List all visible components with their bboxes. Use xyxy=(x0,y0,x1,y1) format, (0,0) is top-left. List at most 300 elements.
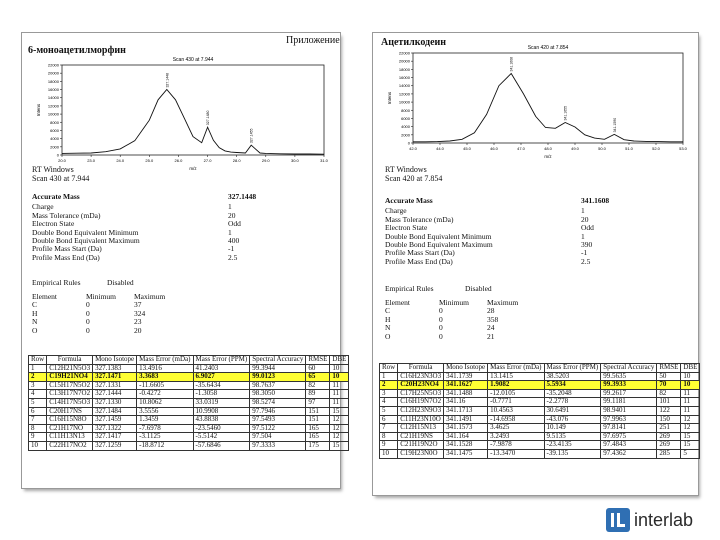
table-cell: 2 xyxy=(380,381,398,390)
rules-cell: N xyxy=(385,323,391,332)
x-tick-label: 24.0 xyxy=(116,158,125,163)
table-cell: -2.2778 xyxy=(544,398,601,407)
rules-row xyxy=(385,324,518,333)
table-cell: 5 xyxy=(29,398,47,407)
table-cell: 341.1713 xyxy=(444,406,488,415)
param-value: 20 xyxy=(228,210,236,220)
rules-cell: 21 xyxy=(487,331,495,341)
table-row xyxy=(380,406,700,415)
param-row xyxy=(385,258,609,266)
rules-cell: 23 xyxy=(134,317,142,326)
x-tick-label: 53.0 xyxy=(679,146,687,151)
param-value: 2.5 xyxy=(581,256,591,266)
y-axis-label: Intens xyxy=(387,91,392,105)
table-cell: 151 xyxy=(306,407,330,416)
table-cell: 3.2493 xyxy=(488,432,544,441)
table-cell: 1.9082 xyxy=(488,381,544,390)
table-cell: 97.8141 xyxy=(601,424,657,433)
table-cell: -0.4272 xyxy=(137,390,193,399)
table-cell: -11.6605 xyxy=(137,381,193,390)
table-cell: 11 xyxy=(330,381,349,390)
table-cell: -35.2048 xyxy=(544,389,601,398)
table-cell: 97.9963 xyxy=(601,415,657,424)
scan-label: Scan 420 at 7.854 xyxy=(385,174,443,183)
x-tick-label: 28.0 xyxy=(232,158,241,163)
table-cell: 11 xyxy=(681,389,700,398)
x-tick-label: 42.0 xyxy=(409,146,417,151)
table-cell: 97.6975 xyxy=(601,432,657,441)
param-row xyxy=(385,197,609,205)
table-cell: -18.8712 xyxy=(137,441,193,450)
table-header-cell: Mono Isotope xyxy=(93,356,137,365)
table-cell: 12 xyxy=(330,424,349,433)
table-cell: 327.1471 xyxy=(93,373,137,382)
table-cell: 98.7637 xyxy=(250,381,306,390)
table-cell: 341.1739 xyxy=(444,372,488,381)
interlab-logo xyxy=(606,505,716,537)
x-tick-label: 29.0 xyxy=(261,158,270,163)
x-tick-label: 26.0 xyxy=(174,158,183,163)
param-value: 20 xyxy=(581,214,589,224)
table-cell: C20H23NO4 xyxy=(398,381,444,390)
table-cell: 341.1528 xyxy=(444,441,488,450)
empirical-rules-state: Disabled xyxy=(465,284,492,293)
param-label: Accurate Mass xyxy=(385,196,433,205)
x-tick-label: 49.0 xyxy=(571,146,579,151)
rules-row xyxy=(385,307,518,316)
table-cell: 9 xyxy=(380,441,398,450)
table-cell: 3.4625 xyxy=(488,424,544,433)
table-cell: 6 xyxy=(29,407,47,416)
table-cell: 1.3459 xyxy=(137,416,193,425)
table-cell: 6 xyxy=(380,415,398,424)
table-cell: 327.1322 xyxy=(93,424,137,433)
param-label: Profile Mass End (Da) xyxy=(385,256,453,266)
table-cell: -39.135 xyxy=(544,449,601,458)
rt-windows-block xyxy=(385,165,442,183)
table-cell: 9 xyxy=(29,433,47,442)
spectrum-chart-svg xyxy=(379,43,691,161)
rules-cell: 0 xyxy=(86,317,90,326)
table-cell: C21H19N2O xyxy=(398,441,444,450)
y-tick-label: 8000 xyxy=(401,107,410,113)
table-cell: C17H25N5O3 xyxy=(398,389,444,398)
table-cell: C21H17NO xyxy=(47,424,93,433)
rules-header xyxy=(32,293,165,302)
param-value: 1 xyxy=(228,202,232,212)
report-sheet-right xyxy=(373,33,698,495)
report-sheet-left xyxy=(22,33,347,488)
param-value: Odd xyxy=(228,219,241,229)
table-cell: 99.0123 xyxy=(250,373,306,382)
table-cell: 97.4362 xyxy=(601,449,657,458)
table-cell: 327.1417 xyxy=(93,433,137,442)
table-cell: C14H17N5O3 xyxy=(47,398,93,407)
table-cell: 99.3944 xyxy=(250,364,306,373)
table-row xyxy=(380,449,700,458)
peak-label: 327.1480 xyxy=(206,110,211,126)
rules-cell: 37 xyxy=(134,300,142,309)
table-cell: 10 xyxy=(29,441,47,450)
y-tick-label: 6000 xyxy=(50,127,59,133)
table-header-cell: Row xyxy=(29,356,47,365)
table-header-row xyxy=(380,364,700,373)
y-tick-label: 22000 xyxy=(47,62,59,68)
rules-row xyxy=(32,301,165,310)
table-cell: 341.164 xyxy=(444,432,488,441)
x-tick-label: 27.0 xyxy=(203,158,212,163)
compound-title: 6-моноацетилморфин xyxy=(28,45,126,56)
compound-title: Ацетилкодеин xyxy=(381,37,447,48)
table-cell: 97 xyxy=(306,398,330,407)
x-tick-label: 30.0 xyxy=(290,158,299,163)
y-tick-label: 22000 xyxy=(398,50,410,56)
table-cell: 97.3333 xyxy=(250,441,306,450)
table-cell: 4 xyxy=(29,390,47,399)
param-value: 2.5 xyxy=(228,252,238,262)
y-tick-label: 10000 xyxy=(47,111,59,117)
table-cell: 3.3683 xyxy=(137,373,193,382)
table-header-cell: DBE xyxy=(681,364,700,373)
rules-row xyxy=(385,333,518,342)
param-value: 327.1448 xyxy=(228,192,257,201)
x-tick-label: 23.0 xyxy=(87,158,96,163)
plot-frame xyxy=(413,53,683,143)
x-tick-label: 51.0 xyxy=(625,146,633,151)
y-tick-label: 14000 xyxy=(47,95,59,101)
y-tick-label: 16000 xyxy=(47,87,59,93)
table-cell: -23.5460 xyxy=(193,424,250,433)
rules-cell: 0 xyxy=(86,308,90,318)
y-tick-label: 4000 xyxy=(401,124,410,130)
rules-header-cell: Minimum xyxy=(86,291,117,301)
spectrum-line xyxy=(62,90,324,155)
param-label: Double Bond Equivalent Maximum xyxy=(32,236,140,246)
table-cell: C12H23N9O3 xyxy=(398,406,444,415)
x-tick-label: 46.0 xyxy=(490,146,498,151)
table-cell: 327.1331 xyxy=(93,381,137,390)
param-value: -1 xyxy=(228,244,235,254)
rules-cell: 0 xyxy=(86,300,90,309)
table-row xyxy=(29,398,349,407)
table-cell: 165 xyxy=(306,424,330,433)
table-cell: 10 xyxy=(330,373,349,382)
empirical-rules-state: Disabled xyxy=(107,278,134,287)
table-cell: -43.076 xyxy=(544,415,601,424)
table-cell: 89 xyxy=(306,390,330,399)
table-cell: C16H19N7O2 xyxy=(398,398,444,407)
table-cell: 341.1475 xyxy=(444,449,488,458)
scan-label: Scan 430 at 7.944 xyxy=(32,174,90,183)
table-row xyxy=(29,416,349,425)
param-label: Electron State xyxy=(385,223,428,233)
table-header-cell: RMSE xyxy=(306,356,330,365)
rules-cell: 20 xyxy=(134,325,142,335)
table-cell: C12H21N5O3 xyxy=(47,364,93,373)
table-cell: C12H15N13 xyxy=(398,424,444,433)
table-cell: -35.6434 xyxy=(193,381,250,390)
empirical-rules-label: Empirical Rules xyxy=(385,284,434,293)
param-label: Mass Tolerance (mDa) xyxy=(385,214,454,224)
rt-windows-block xyxy=(32,165,89,183)
param-value: 400 xyxy=(228,236,240,246)
table-cell: C19H23N0O xyxy=(398,449,444,458)
results-table-wrap xyxy=(28,355,349,451)
rt-windows-title: RT Windows xyxy=(32,165,74,174)
param-label: Mass Tolerance (mDa) xyxy=(32,210,101,220)
rules-cell: O xyxy=(32,325,38,335)
table-cell: 101 xyxy=(657,398,681,407)
y-tick-label: 0 xyxy=(407,140,410,146)
table-cell: 15 xyxy=(681,441,700,450)
table-cell: 165 xyxy=(306,433,330,442)
x-tick-label: 45.0 xyxy=(463,146,471,151)
rules-cell: 24 xyxy=(487,323,495,332)
table-cell: C22H17NO2 xyxy=(47,441,93,450)
y-tick-label: 6000 xyxy=(401,115,410,121)
x-tick-label: 48.0 xyxy=(544,146,552,151)
x-tick-label: 52.0 xyxy=(652,146,660,151)
rules-cell: 0 xyxy=(439,314,443,324)
param-label: Double Bond Equivalent Minimum xyxy=(385,231,492,241)
y-tick-label: 12000 xyxy=(47,103,59,109)
table-cell: 122 xyxy=(657,406,681,415)
chart-title: Scan 430 at 7.944 xyxy=(172,57,214,63)
y-tick-label: 2000 xyxy=(401,132,410,138)
table-cell: 5.5934 xyxy=(544,381,601,390)
x-tick-label: 31.0 xyxy=(320,158,328,163)
table-cell: 15 xyxy=(330,407,349,416)
param-label: Profile Mass Start (Da) xyxy=(32,244,102,254)
param-label: Charge xyxy=(32,202,54,212)
table-header-cell: Mass Error (PPM) xyxy=(544,364,601,373)
table-cell: 3 xyxy=(380,389,398,398)
table-cell: 10.8062 xyxy=(137,398,193,407)
x-tick-label: 50.0 xyxy=(598,146,606,151)
empirical-rules-label: Empirical Rules xyxy=(32,278,81,287)
rules-row xyxy=(385,316,518,325)
table-cell: 341.16 xyxy=(444,398,488,407)
rules-cell: H xyxy=(385,314,391,324)
table-row xyxy=(29,373,349,382)
peak-label: 341.1608 xyxy=(509,56,514,72)
table-cell: 99.1181 xyxy=(601,398,657,407)
peak-label: 341.1655 xyxy=(563,105,568,121)
table-cell: 327.1330 xyxy=(93,398,137,407)
rt-windows-title: RT Windows xyxy=(385,165,427,174)
peak-label: 327.1455 xyxy=(249,128,254,144)
table-header-cell: Mono Isotope xyxy=(444,364,488,373)
table-cell: 327.1444 xyxy=(93,390,137,399)
chart-title: Scan 420 at 7.854 xyxy=(527,45,569,51)
table-row xyxy=(380,424,700,433)
table-cell: 7 xyxy=(380,424,398,433)
table-cell: 15 xyxy=(330,441,349,450)
x-tick-label: 44.0 xyxy=(436,146,444,151)
table-cell: 41.2403 xyxy=(193,364,250,373)
search-parameters xyxy=(32,193,256,262)
x-tick-label: 20.0 xyxy=(58,158,66,163)
y-tick-label: 10000 xyxy=(398,99,410,105)
table-cell: 10 xyxy=(681,381,700,390)
table-header-cell: Mass Error (mDa) xyxy=(137,356,193,365)
rules-cell: O xyxy=(385,331,391,341)
peak-label: 341.1590 xyxy=(612,117,617,133)
table-cell: 3 xyxy=(29,381,47,390)
rules-cell: 324 xyxy=(134,308,146,318)
table-cell: 269 xyxy=(657,432,681,441)
table-cell: 70 xyxy=(657,381,681,390)
table-cell: 7 xyxy=(29,416,47,425)
table-cell: 12 xyxy=(681,424,700,433)
table-cell: 10.9908 xyxy=(193,407,250,416)
rules-cell: C xyxy=(32,300,38,309)
table-cell: 327.1459 xyxy=(93,416,137,425)
table-row xyxy=(29,441,349,450)
table-cell: 5 xyxy=(380,406,398,415)
spectrum-line xyxy=(413,74,683,142)
results-table-wrap xyxy=(379,363,700,459)
table-cell: 13.4916 xyxy=(137,364,193,373)
table-cell: -7.6978 xyxy=(137,424,193,433)
spectrum-chart xyxy=(28,55,334,173)
table-cell: 99.3933 xyxy=(601,381,657,390)
table-cell: 2 xyxy=(29,373,47,382)
rules-header-cell: Minimum xyxy=(439,297,470,307)
table-cell: 341.1488 xyxy=(444,389,488,398)
table-cell: 341.1627 xyxy=(444,381,488,390)
table-cell: C11H13N13 xyxy=(47,433,93,442)
y-tick-label: 16000 xyxy=(398,75,410,81)
table-cell: 43.8838 xyxy=(193,416,250,425)
spectrum-chart xyxy=(379,43,691,161)
results-table xyxy=(28,355,349,451)
param-row xyxy=(32,254,256,262)
table-cell: 60 xyxy=(306,364,330,373)
table-cell: 8 xyxy=(380,432,398,441)
rules-cell: 358 xyxy=(487,314,499,324)
table-header-row xyxy=(29,356,349,365)
table-cell: 33.0319 xyxy=(193,398,250,407)
param-value: 1 xyxy=(581,206,585,216)
table-cell: C13H17N7O2 xyxy=(47,390,93,399)
param-value: 390 xyxy=(581,240,593,250)
table-header-cell: Mass Error (mDa) xyxy=(488,364,544,373)
x-tick-label: 25.0 xyxy=(145,158,154,163)
rules-cell: 0 xyxy=(439,323,443,332)
y-tick-label: 4000 xyxy=(50,136,59,142)
table-cell: -5.5142 xyxy=(193,433,250,442)
y-tick-label: 20000 xyxy=(47,70,59,76)
empirical-rules xyxy=(32,279,165,335)
table-cell: 10 xyxy=(330,364,349,373)
y-tick-label: 2000 xyxy=(50,144,59,150)
y-tick-label: 0 xyxy=(56,152,59,158)
x-axis-label: m/z xyxy=(189,166,197,171)
table-cell: 9.5135 xyxy=(544,432,601,441)
rules-cell: C xyxy=(385,306,391,315)
table-cell: 4 xyxy=(380,398,398,407)
table-cell: 269 xyxy=(657,441,681,450)
param-label: Double Bond Equivalent Minimum xyxy=(32,227,139,237)
param-value: 341.1608 xyxy=(581,196,610,205)
peak-label: 327.1448 xyxy=(165,72,170,88)
spectrum-chart-svg xyxy=(28,55,334,173)
table-cell: 327.1383 xyxy=(93,364,137,373)
table-header-cell: Row xyxy=(380,364,398,373)
table-cell: 341.1573 xyxy=(444,424,488,433)
table-cell: C20H17NS xyxy=(47,407,93,416)
table-cell: 97.5122 xyxy=(250,424,306,433)
table-cell: -13.3470 xyxy=(488,449,544,458)
table-cell: -14.6958 xyxy=(488,415,544,424)
table-cell: 285 xyxy=(657,449,681,458)
table-cell: C16H23N3O3 xyxy=(398,372,444,381)
rules-cell: 0 xyxy=(439,306,443,315)
table-cell: -7.9878 xyxy=(488,441,544,450)
results-table xyxy=(379,363,700,459)
table-cell: -3.1125 xyxy=(137,433,193,442)
table-row xyxy=(380,381,700,390)
rules-row xyxy=(32,327,165,336)
x-axis-label: m/z xyxy=(544,154,552,159)
param-value: 1 xyxy=(581,231,585,241)
rules-header xyxy=(385,299,518,308)
y-tick-label: 12000 xyxy=(398,91,410,97)
param-label: Accurate Mass xyxy=(32,192,80,201)
param-label: Profile Mass End (Da) xyxy=(32,252,100,262)
table-cell: 1 xyxy=(29,364,47,373)
table-cell: 11 xyxy=(330,398,349,407)
table-cell: 12 xyxy=(681,415,700,424)
table-cell: 30.6491 xyxy=(544,406,601,415)
param-value: -1 xyxy=(581,248,588,258)
table-header-cell: Formula xyxy=(398,364,444,373)
table-cell: 65 xyxy=(306,373,330,382)
table-cell: 3.5556 xyxy=(137,407,193,416)
table-cell: 1 xyxy=(380,372,398,381)
table-cell: 38.5203 xyxy=(544,372,601,381)
table-cell: 10 xyxy=(380,449,398,458)
rules-cell: 0 xyxy=(86,325,90,335)
table-header-cell: Spectral Accuracy xyxy=(601,364,657,373)
table-cell: 6.9027 xyxy=(193,373,250,382)
table-cell: 251 xyxy=(657,424,681,433)
rules-header-cell: Maximum xyxy=(134,291,166,301)
rules-header-cell: Maximum xyxy=(487,297,519,307)
y-tick-label: 18000 xyxy=(47,78,59,84)
table-cell: 98.5274 xyxy=(250,398,306,407)
table-cell: C15H17N5O2 xyxy=(47,381,93,390)
x-tick-label: 47.0 xyxy=(517,146,525,151)
rules-header-cell: Element xyxy=(32,291,57,301)
rules-row xyxy=(32,318,165,327)
table-cell: 327.1484 xyxy=(93,407,137,416)
table-cell: 50 xyxy=(657,372,681,381)
rules-cell: H xyxy=(32,308,38,318)
y-tick-label: 14000 xyxy=(398,83,410,89)
appendix-label: Приложение xyxy=(286,35,340,46)
table-cell: 97.504 xyxy=(250,433,306,442)
table-cell: C21H19NS xyxy=(398,432,444,441)
table-cell: 97.7946 xyxy=(250,407,306,416)
param-label: Charge xyxy=(385,206,407,216)
table-header-cell: RMSE xyxy=(657,364,681,373)
table-cell: 175 xyxy=(306,441,330,450)
y-axis-label: Intens xyxy=(36,103,41,117)
table-cell: 97.5493 xyxy=(250,416,306,425)
y-tick-label: 20000 xyxy=(398,58,410,64)
